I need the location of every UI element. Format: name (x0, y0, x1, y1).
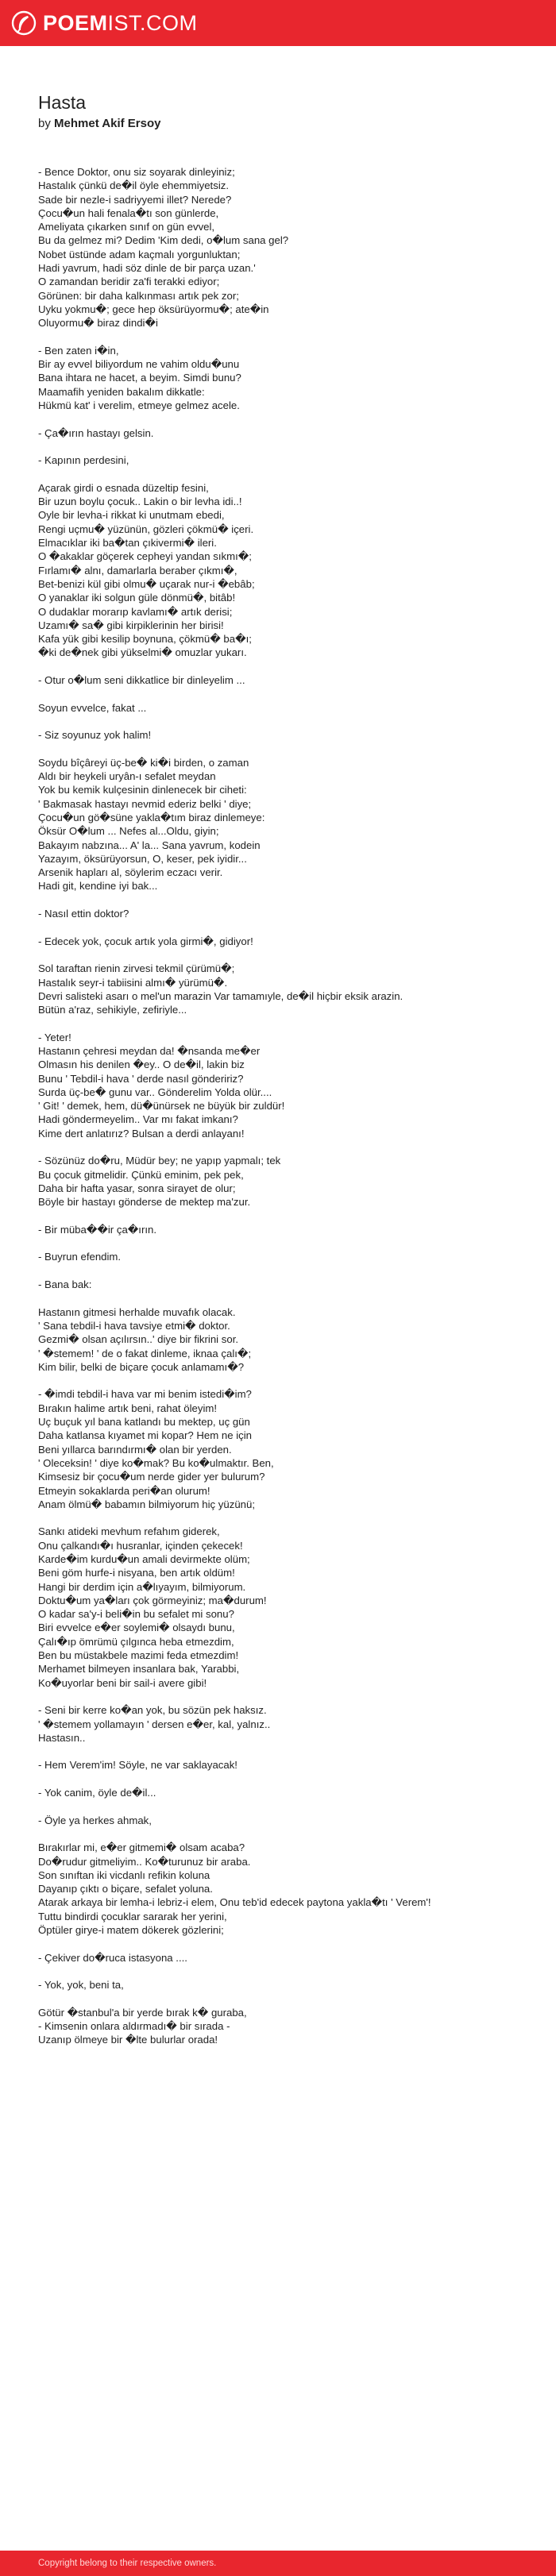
quill-feather-icon (11, 10, 37, 36)
site-header (0, 0, 556, 46)
poem-container (38, 91, 523, 2047)
site-logo-text (43, 10, 198, 37)
logo-text-thin: IST.COM (107, 11, 198, 35)
poem-title: Hasta (38, 92, 87, 113)
byline-prefix: by (38, 117, 51, 130)
site-footer (0, 2551, 556, 2576)
site-logo[interactable] (11, 10, 198, 37)
copyright-notice: Copyright belong to their respective owners. (38, 2559, 217, 2568)
poem-author[interactable]: Mehmet Akif Ersoy (54, 117, 161, 130)
logo-text-bold: POEM (43, 11, 108, 35)
poem-byline (38, 116, 523, 132)
poem-text: - Bence Doktor, onu siz soyarak dinleyiniz; Hastalık çünkü de�il öyle ehemmiyetsiz. Sade bir nezle-i sadriyyemi illet? Nerede? Çocu�un hali fenala�tı son günlerde, Ameliyata çıkarken sınıf on gün evvel, Bu da gelmez mi? Dedim 'Kim dedi, o�lum sana gel? Nobet üstünde adam kaçmalı yorgunluktan; Hadi yavrum, hadi söz dinle de bir parça uzan.' O zamandan beridir za'fi terakki ediyor; Görünen: bir daha kalkınması artık pek zor; Uyku yokmu�; gece hep öksürüyormu�; ate�in Oluyormu� biraz dindi�i - Ben zaten i�in, Bir ay evvel biliyordum ne vahim oldu�unu Bana ihtara ne hacet, a beyim. Simdi bunu? Maamafih yeniden bakalım dikkatle: Hükmü kat' i verelim, etmeye gelmez acele. - Ça�ırın hastayı gelsin. - Kapının perdesini, Açarak girdi o esnada düzeltip fesini, Bir uzun boylu çocuk.. Lakin o bir levha idi..! Oyle bir levha-i rikkat ki unutmam ebedi, Rengi uçmu� yüzünün, gözleri çökmü� içeri. Elmacıklar iki ba�tan çıkivermi� ileri. O �akaklar göçerek cepheyi yandan sıkmı�; Fırlamı� alnı, damarlarla beraber çıkmı�, Bet-benizi kül gibi olmu� uçarak nur-i �ebâb; O yanaklar iki solgun güle dönmü�, bitâb! O dudaklar morarıp kavlamı� artık derisi; Uzamı� sa� gibi kirpiklerinin her birisi! Kafa yük gibi kesilip boynuna, çökmü� ba�ı; �ki de�nek gibi yükselmi� omuzlar yukarı. - Otur o�lum seni dikkatlice bir dinleyelim ... Soyun evvelce, fakat ... - Siz soyunuz yok halim! Soydu bîçâreyi üç-be� ki�i birden, o zaman Aldı bir heykeli uryân-ı sefalet meydan Yok bu kemik kulçesinin dinlenecek bir ciheti: ' Bakmasak hastayı nevmid ederiz belki ' diye; Çocu�un gö�süne yakla�tım biraz dinlemeye: Öksür O�lum ... Nefes al...Oldu, giyin; Bakayım nabzına... A' la... Sana yavrum, kodein Yazayım, öksürüyorsun, O, keser, pek iyidir... Arsenik hapları al, söylerim eczacı verir. Hadi git, kendine iyi bak... - Nasıl ettin doktor? - Edecek yok, çocuk artık yola girmi�, gidiyor! Sol taraftan rienin zirvesi tekmil çürümü�; Hastalık seyr-i tabiisini almı� yürümü�. Devri salisteki asarı o mel'un marazin Var tamamıyle, de�il hiçbir eksik arazin. Bütün a'raz, sehikiyle, zefiriyle... - Yeter! Hastanın çehresi meydan da! �nsanda me�er Olmasın his denilen �ey.. O de�il, lakin biz Bunu ' Tebdil-i hava ' derde nasıl göndeririz? Surda üç-be� gunu var.. Gönderelim Yolda olür.... ' Git! ' demek, hem, dü�ünürsek ne büyük bir zuldür! Hadi göndermeyelim.. Var mı fakat imkanı? Kime dert anlatırız? Bulsan a derdi anlayanı! - Sözünüz do�ru, Müdür bey; ne yapıp yapmalı; tek Bu çocuk gitmelidir. Çünkü eminim, pek pek, Daha bir hafta yasar, sonra sirayet de olur; Böyle bir hastayı gönderse de mektep ma'zur. - Bir müba��ir ça�ırın. - Buyrun efendim. - Bana bak: Hastanın gitmesi herhalde muvafık olacak. ' Sana tebdil-i hava tavsiye etmi� doktor. Gezmi� olsan açılırsın..' diye bir fikrini sor. ' �stemem! ' de o fakat dinleme, iknaa çalı�; Kim bilir, belki de biçare çocuk anlamamı�? - �imdi tebdil-i hava var mi benim istedi�im? Bırakın halime artık beni, rahat öleyim! Uç buçuk yıl bana katlandı bu mektep, uç gün Daha katlansa kıyamet mi kopar? Hem ne için Beni yıllarca barındırmı� olan bir yerden. ' Oleceksin! ' diye ko�mak? Bu ko�ulmaktır. Ben, Kimsesiz bir çocu�um nerde gider yer bulurum? Etmeyin sokaklarda peri�an olurum! Anam ölmü� babamın bilmiyorum hiç yüzünü; Sankı atideki mevhum refahım giderek, Onu çalkandı�ı husranlar, içinden çekecek! Karde�im kurdu�un amali devirmekte olüm; Beni göm hurfe-i nisyana, ben artık oldüm! Hangi bir derdim için a�lıyayım, bilmiyorum. Doktu�um ya�ları çok görmeyiniz; ma�durum! O kadar sa'y-i beli�in bu sefalet mi sonu? Biri evvelce e�er soylemi� olsaydı bunu, Çalı�ıp ömrümü çılgınca heba etmezdim, Ben bu müstakbele mazimi feda etmezdim! Merhamet bilmeyen insanlara bak, Yarabbi, Ko�uyorlar beni bir sail-i avere gibi! - Seni bir kerre ko�an yok, bu sözün pek haksız. ' �stemem yollamayın ' dersen e�er, kal, yalnız.. Hastasın.. - Hem Verem'im! Söyle, ne var saklayacak! - Yok canim, öyle de�il... - Öyle ya herkes ahmak, Bırakırlar mi, e�er gitmemi� olsam acaba? Do�rudur gitmeliyim.. Ko�turunuz bir araba. Son sınıftan iki vicdanlı refikin koluna Dayanıp çıktı o biçare, sefalet yoluna. Atarak arkaya bir lemha-i lebriz-i elem, Onu teb'id edecek paytona yakla�tı ' Verem'! Tuttu bindirdi çocuklar sararak her yerini, Öptüler girye-i matem dökerek gözlerini; - Çekiver do�ruca istasyona .... - Yok, yok, beni ta, Götür �stanbul'a bir yerde bırak k� guraba, - Kimsenin onlara aldırmadı� bir sırada - Uzanıp ölmeye bir �lte bulurlar orada! (38, 166, 431, 2046)
